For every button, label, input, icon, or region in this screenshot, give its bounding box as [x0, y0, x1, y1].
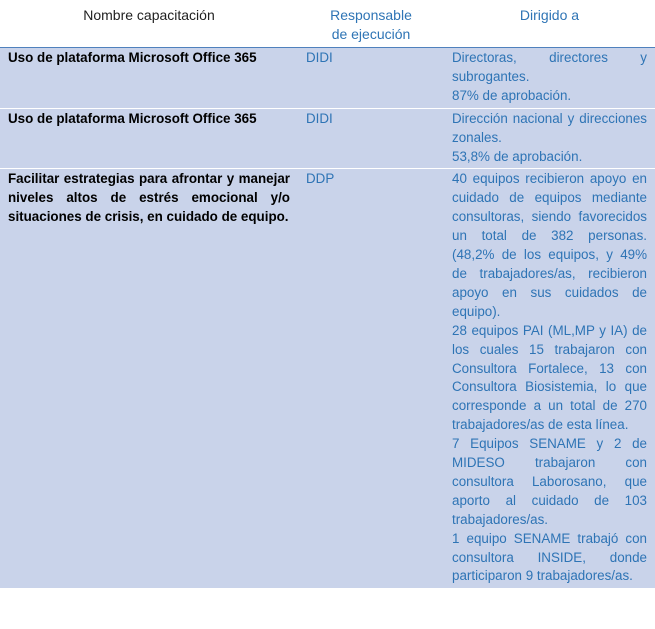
target-line: 40 equipos recibieron apoyo en cuidado de equipos mediante consultoras, siendo favorecidos un total de 382 personas. (48,2% de los equipos, y 49% de trabajadores/as, recibieron apoyo en sus cuidados de equipo).: [452, 171, 647, 319]
training-target: [444, 169, 655, 589]
header-target: Dirigido a: [444, 0, 655, 48]
table-row: [0, 169, 655, 589]
header-responsible: Responsable de ejecución: [298, 0, 444, 48]
training-name: Uso de plataforma Microsoft Office 365: [0, 108, 298, 169]
training-responsible: DIDI: [298, 108, 444, 169]
table-header-row: [0, 0, 655, 48]
training-responsible: DIDI: [298, 48, 444, 109]
target-line: 1 equipo SENAME trabajó con consultora INSIDE, donde participaron 9 trabajadores/as.: [452, 530, 647, 584]
target-line: Directoras, directores y subrogantes.: [452, 50, 647, 84]
target-line: 53,8% de aprobación.: [452, 148, 583, 164]
target-line: 7 Equipos SENAME y 2 de MIDESO trabajaron con consultora Laborosano, que aporto al cuidado de 103 trabajadores/as.: [452, 436, 647, 527]
target-line: Dirección nacional y direcciones zonales.: [452, 110, 647, 145]
training-name: Facilitar estrategias para afrontar y manejar niveles altos de estrés emocional y/o situaciones de crisis, en cuidado de equipo.: [0, 169, 298, 589]
table-row: [0, 48, 655, 109]
header-name: Nombre capacitación: [0, 0, 298, 48]
training-name: Uso de plataforma Microsoft Office 365: [0, 48, 298, 109]
training-responsible: DDP: [298, 169, 444, 589]
target-line: 28 equipos PAI (ML,MP y IA) de los cuales 15 trabajaron con Consultora Fortalece, 13 con Consultora Biosistemia, lo que corresponde a un total de 270 trabajadores/as de esta línea.: [452, 322, 647, 433]
target-line: 87% de aprobación.: [452, 87, 572, 103]
table-row: [0, 108, 655, 169]
training-target: [444, 108, 655, 169]
training-target: [444, 48, 655, 109]
